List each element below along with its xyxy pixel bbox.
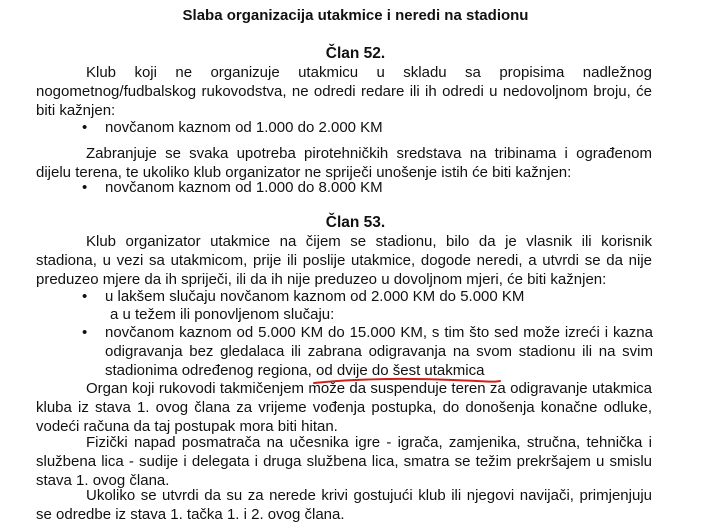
article-53-list-1 — [0, 287, 711, 306]
list-continuation: a u težem ili ponovljenom slučaju: — [110, 306, 335, 323]
bullet-icon: • — [82, 179, 88, 196]
section-title: Slaba organizacija utakmice i neredi na stadionu — [182, 7, 529, 24]
article-53-list-2 — [0, 323, 711, 380]
list-item: • u lakšem slučaju novčanom kaznom od 2.000 KM do 5.000 KM — [82, 288, 525, 305]
list-item: • novčanom kaznom od 5.000 KM do 15.000 KM, s tim što sed može izreći i kazna odigravanja bez gledalaca ili zabrana odigravanja na svom stadionu ili na svim stadionima određenog regiona, od dvije do šest utakmica — [0, 323, 711, 380]
article-52-paragraph-2: Zabranjuje se svaka upotreba pirotehničkih sredstava na tribinama i ograđenom dijelu terena, te ukoliko klub organizator ne spriječi unošenje istih će biti kažnjen: — [36, 145, 652, 181]
article-52-heading: Član 52. — [325, 45, 386, 62]
list-item: • novčanom kaznom od 1.000 do 2.000 KM — [82, 119, 383, 136]
article-52-paragraph-1: Klub koji ne organizuje utakmicu u skladu sa propisima nadležnog nogometnog/fudbalskog rukovodstva, ne odredi redare ili ih odredi u nedovoljnom broju, će biti kažnjen: — [36, 64, 652, 119]
article-52-list-1 — [0, 118, 711, 137]
article-53-paragraph-2: Organ koji rukovodi takmičenjem može da suspenduje teren za odigravanje utakmica kluba iz stava 1. ovog člana za vrijeme vođenja postupka, do donošenja konačne odluke, vodeći računa da taj postupak mora biti hitan. — [36, 380, 652, 435]
list-item: • novčanom kaznom od 1.000 do 8.000 KM — [82, 179, 383, 196]
article-53-paragraph-4: Ukoliko se utvrdi da su za nerede krivi gostujući klub ili njegovi navijači, primjenjuju se odredbe iz stava 1. tačka 1. i 2. ovog člana. — [36, 487, 652, 523]
bullet-icon: • — [82, 119, 88, 136]
article-53-paragraph-3: Fizički napad posmatrača na učesnika igre - igrača, zamjenika, stručna, tehnička i službena lica - sudije i delegata i druga službena lica, smatra se težim prekršajem u smislu stava 1. ovog člana. — [36, 434, 652, 489]
article-52-list-2 — [0, 178, 711, 197]
article-53-paragraph-1: Klub organizator utakmice na čijem se stadionu, bilo da je vlasnik ili korisnik stadiona, u vezi sa utakmicom, prije ili poslije utakmice, dogode neredi, a utvrdi se da nije preduzeo mjere da ih spriječi, ili da ih nije preduzeo u dovoljnom mjeri, će biti kažnjen: — [36, 233, 652, 288]
bullet-icon: • — [82, 324, 88, 341]
article-53-heading: Član 53. — [325, 214, 386, 231]
bullet-icon: • — [82, 288, 88, 305]
highlighted-phrase: od dvije do šest utakmica — [316, 361, 484, 380]
